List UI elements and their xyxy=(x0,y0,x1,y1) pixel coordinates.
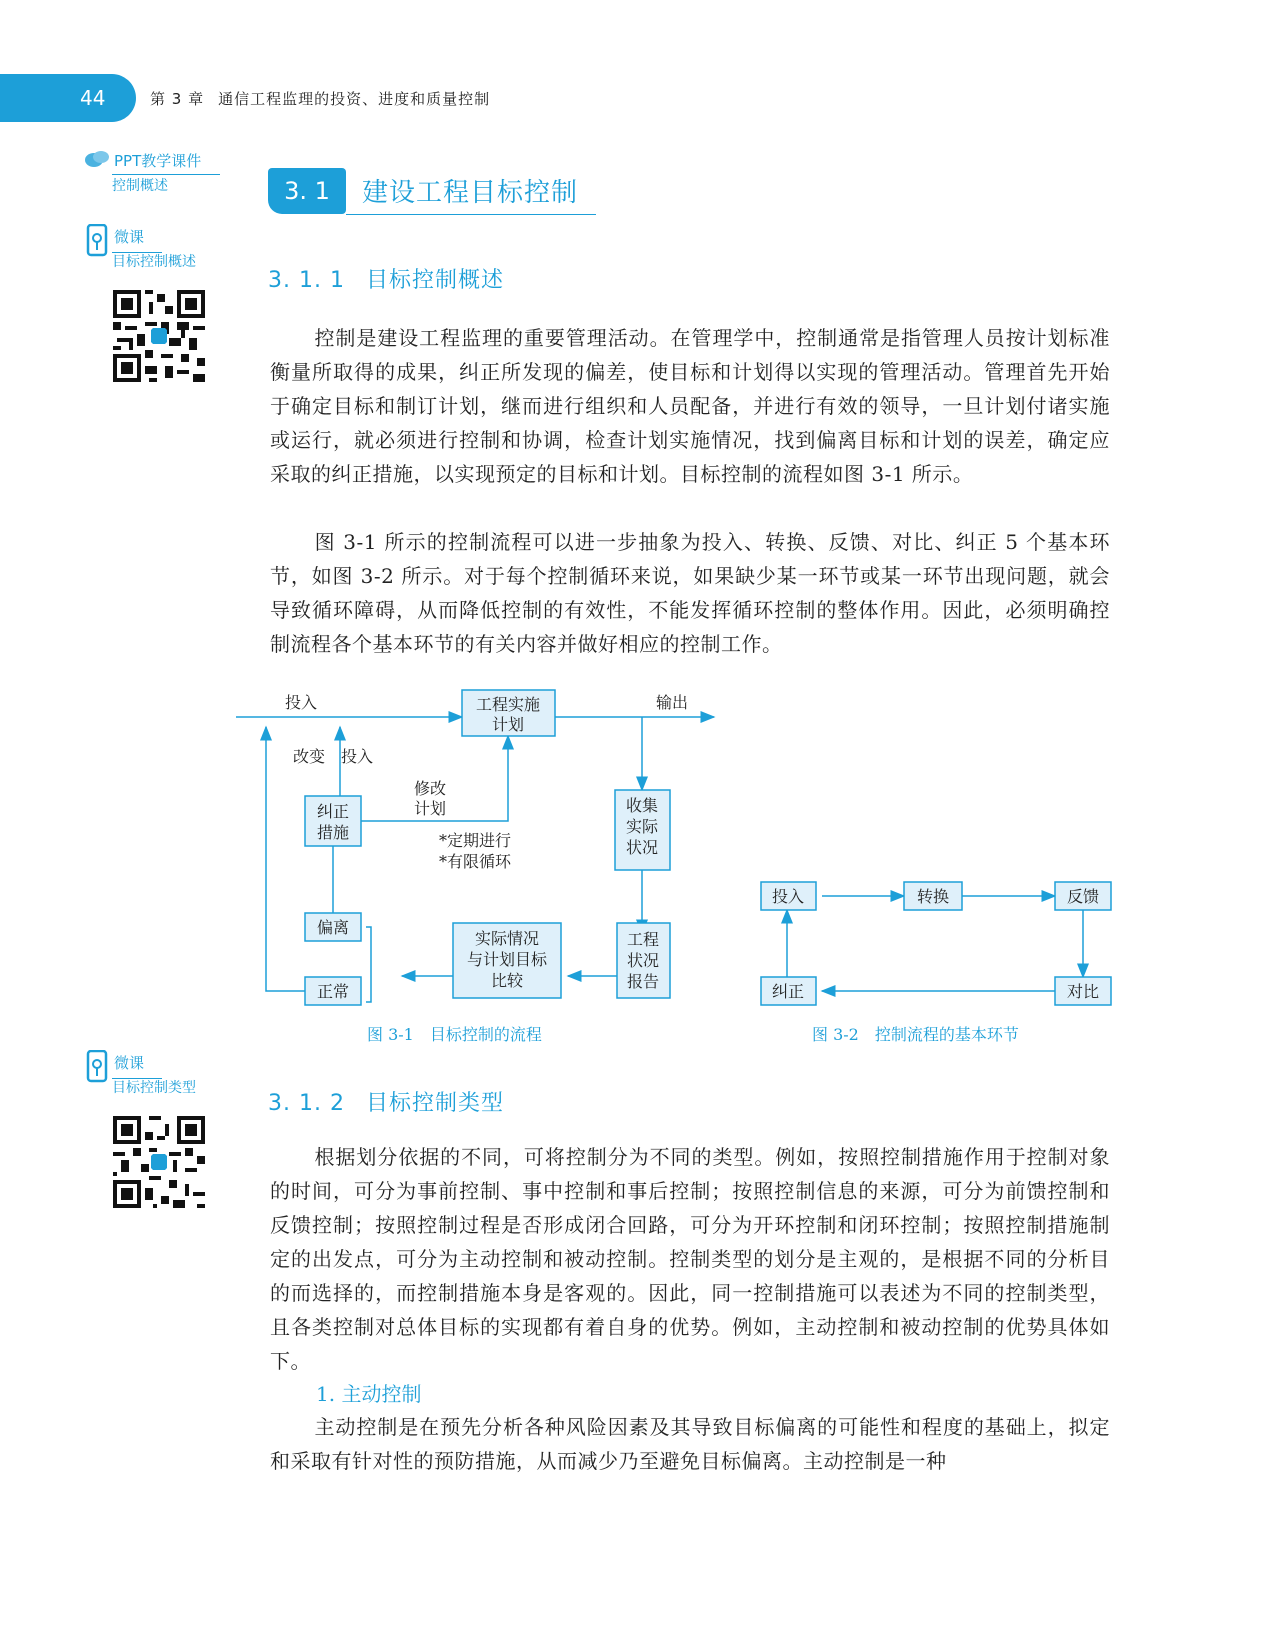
finite-note: *有限循环 xyxy=(438,852,512,871)
paragraph-1-text: 控制是建设工程监理的重要管理活动。在管理学中，控制通常是指管理人员按计划标准衡量所取得的成果，纠正所发现的偏差，使目标和计划得以实现的管理活动。管理首先开始于确定目标和制订计划，继而进行组织和人员配备，并进行有效的领导，一旦计划付诸实施或运行，就必须进行控制和协调，检查计划实施情况，找到偏离目标和计划的误差，确定应采取的纠正措施，以实现预定的目标和计划。目标控制的流程如图 3-1 所示。 xyxy=(270,326,1110,486)
chapter-title xyxy=(150,88,490,109)
micro2-title: 微课 xyxy=(114,1054,145,1072)
subsection-1-title: 目标控制概述 xyxy=(366,268,505,293)
modify-text-2: 计划 xyxy=(413,799,447,818)
subsection-1-heading xyxy=(268,263,504,294)
paragraph-3-text: 根据划分依据的不同，可将控制分为不同的类型。例如，按照控制措施作用于控制对象的时间，可分为事前控制、事中控制和事后控制；按照控制信息的来源，可分为前馈控制和反馈控制；按照控制过程是否形成闭合回路，可分为开环控制和闭环控制；按照控制措施制定的出发点，可分为主动控制和被动控制。控制类型的划分是主观的，是根据不同的分析目的而选择的，而控制措施本身是客观的。因此，同一控制措施可以表述为不同的控制类型，且各类控制对总体目标的实现都有着自身的优势。例如，主动控制和被动控制的优势具体如下。 xyxy=(270,1145,1110,1373)
report-text-2: 状况 xyxy=(626,951,660,970)
ppt-underline xyxy=(112,174,220,175)
item-1-heading: 1. 主动控制 xyxy=(316,1382,422,1406)
correct-text-1: 纠正 xyxy=(316,802,350,821)
f2-feedback: 反馈 xyxy=(1066,887,1100,906)
micro2-subtitle: 目标控制类型 xyxy=(112,1080,196,1096)
micro1-underline xyxy=(112,252,162,253)
phone-icon xyxy=(86,224,108,258)
paragraph-1 xyxy=(270,321,1110,491)
page-number: 44 xyxy=(80,86,106,110)
collect-text-2: 实际 xyxy=(625,817,659,836)
change-label: 改变 xyxy=(292,747,326,766)
f2-compare: 对比 xyxy=(1066,982,1100,1001)
paragraph-4-text: 主动控制是在预先分析各种风险因素及其导致目标偏离的可能性和程度的基础上，拟定和采取有针对性的预防措施，从而减少乃至避免目标偏离。主动控制是一种 xyxy=(270,1415,1110,1473)
micro1-title: 微课 xyxy=(114,228,145,246)
micro-lesson-2[interactable] xyxy=(86,1052,196,1097)
input2-label: 投入 xyxy=(340,747,374,766)
paragraph-3 xyxy=(270,1140,1110,1378)
ppt-subtitle: 控制概述 xyxy=(112,178,168,194)
chapter-subject: 通信工程监理的投资、进度和质量控制 xyxy=(218,90,491,108)
ppt-title: PPT教学课件 xyxy=(114,152,202,170)
compare-text-1: 实际情况 xyxy=(474,929,540,948)
report-text-1: 工程 xyxy=(626,930,660,949)
report-text-3: 报告 xyxy=(626,972,660,991)
figure-1-caption: 图 3-1 目标控制的流程 xyxy=(367,1025,542,1044)
input-label: 投入 xyxy=(284,693,318,712)
modify-text-1: 修改 xyxy=(413,779,447,798)
output-label: 输出 xyxy=(655,693,689,712)
header-tab xyxy=(0,74,136,122)
periodic-note: *定期进行 xyxy=(438,831,512,850)
subsection-1-number: 3. 1. 1 xyxy=(268,268,345,293)
plan-text-1: 工程实施 xyxy=(475,695,541,714)
normal-text: 正常 xyxy=(316,982,350,1001)
section-underline xyxy=(346,214,596,215)
deviation-text: 偏离 xyxy=(316,918,350,937)
micro-lesson-1[interactable] xyxy=(86,226,196,271)
section-number: 3. 1 xyxy=(268,168,346,214)
f2-input: 投入 xyxy=(771,887,805,906)
plan-text-2: 计划 xyxy=(491,715,525,734)
figure-2-caption: 图 3-2 控制流程的基本环节 xyxy=(812,1025,1019,1044)
collect-text-3: 状况 xyxy=(625,838,659,857)
paragraph-2 xyxy=(270,525,1110,661)
compare-text-3: 比较 xyxy=(490,971,524,990)
micro1-subtitle: 目标控制概述 xyxy=(112,254,196,270)
collect-text-1: 收集 xyxy=(625,796,659,815)
subsection-2-title: 目标控制类型 xyxy=(366,1091,505,1116)
qr-code-2[interactable] xyxy=(113,1116,205,1208)
f2-correct: 纠正 xyxy=(771,982,805,1001)
section-title: 建设工程目标控制 xyxy=(362,178,579,208)
phone-icon xyxy=(86,1050,108,1084)
compare-text-2: 与计划目标 xyxy=(466,950,548,969)
subsection-2-number: 3. 1. 2 xyxy=(268,1091,345,1116)
correct-text-2: 措施 xyxy=(316,823,350,842)
micro2-underline xyxy=(112,1078,162,1079)
subsection-2-heading xyxy=(268,1086,504,1117)
qr-code-1[interactable] xyxy=(113,290,205,382)
ppt-courseware[interactable] xyxy=(86,150,201,195)
ppt-icon xyxy=(84,148,112,170)
f2-transform: 转换 xyxy=(916,887,950,906)
paragraph-4 xyxy=(270,1410,1110,1478)
paragraph-2-text: 图 3-1 所示的控制流程可以进一步抽象为投入、转换、反馈、对比、纠正 5 个基本环节，如图 3-2 所示。对于每个控制循环来说，如果缺少某一环节或某一环节出现问题，就会导致循环障碍，从而降低控制的有效性，不能发挥循环控制的整体作用。因此，必须明确控制流程各个基本环节的有关内容并做好相应的控制工作。 xyxy=(270,530,1110,656)
chapter-number: 第 3 章 xyxy=(150,90,205,108)
figures-area xyxy=(0,680,1265,1050)
